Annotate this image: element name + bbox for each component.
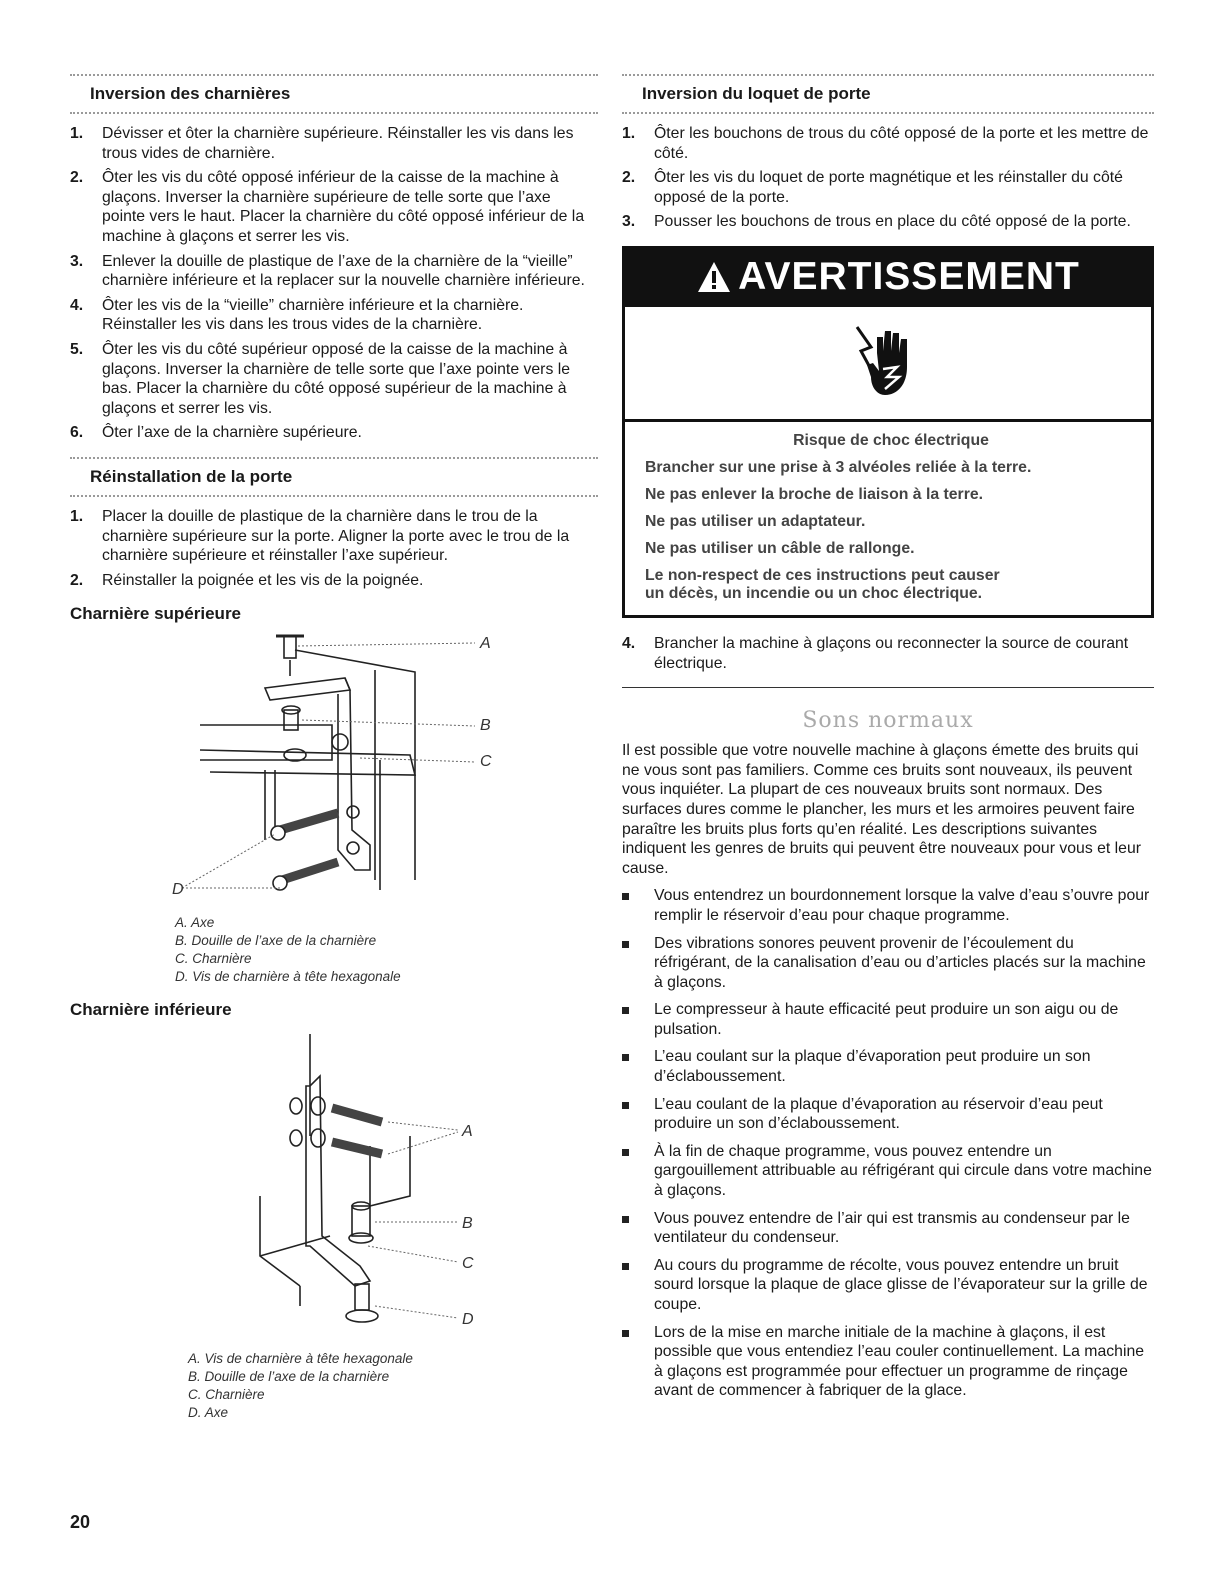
top-hinge-heading: Charnière supérieure	[70, 604, 242, 624]
warning-triangle-icon	[696, 260, 732, 294]
warning-header	[625, 249, 1151, 307]
electric-shock-hazard-icon	[853, 323, 923, 403]
list-item-text: Le compresseur à haute efficacité peut produire un son aigu ou de pulsation.	[654, 1001, 1119, 1038]
divider	[622, 687, 1154, 688]
step-number: 1.	[70, 125, 84, 142]
step-text: Ôter l’axe de la charnière supérieure.	[102, 424, 362, 442]
bullet-icon	[622, 886, 654, 925]
list-item	[622, 934, 1154, 993]
list-item-text: Lors de la mise en marche initiale de la machine à glaçons, il est possible que vous entendiez l’eau couler continuellement. La machine à glaçons est programmée pour effectuer un programme de rinçage avant de commencer à fabriquer de la glace.	[654, 1323, 1145, 1400]
step-text: Ôter les vis du loquet de porte magnétique et les réinstaller du côté opposé de la porte.	[654, 169, 1123, 206]
step-number: 6.	[70, 424, 84, 442]
warning-line: Le non-respect de ces instructions peut causer	[645, 566, 1000, 584]
list-item-text: L’eau coulant sur la plaque d’évaporation peut produire un son d’éclaboussement.	[654, 1048, 1091, 1086]
door-latch-steps	[622, 124, 1154, 232]
warning-line: Ne pas utiliser un câble de rallonge.	[645, 539, 915, 557]
bullet-icon	[622, 1095, 654, 1134]
warning-line: un décès, un incendie ou un choc électrique.	[645, 584, 983, 602]
step-number: 4.	[70, 296, 84, 314]
list-item	[622, 1323, 1154, 1401]
caption-line: A. Axe	[175, 915, 215, 931]
top-hinge-illustration	[70, 630, 598, 910]
step-item	[622, 212, 1154, 232]
step-text: Placer la douille de plastique de la charnière dans le trou de la charnière supérieure sur la porte. Aligner la porte avec le trou de la charnière supérieure et réinstaller l’axe supérieur.	[102, 507, 570, 565]
step-text: Dévisser et ôter la charnière supérieure. Réinstaller les vis dans les trous vides de charnière.	[102, 125, 574, 162]
bottom-label-b: B	[462, 1215, 473, 1233]
step-item	[70, 124, 598, 163]
caption-line: D. Axe	[188, 1405, 229, 1421]
caption-line: B. Douille de l’axe de la charnière	[188, 1369, 390, 1385]
bullet-icon	[622, 1142, 654, 1201]
caption-line: A. Vis de charnière à tête hexagonale	[188, 1351, 413, 1367]
page-number: 20	[70, 1512, 91, 1532]
bullet-icon	[622, 1047, 654, 1086]
warning-line: Ne pas utiliser un adaptateur.	[645, 512, 866, 530]
warning-line: Brancher sur une prise à 3 alvéoles reliée à la terre.	[645, 458, 1032, 476]
reconnect-step	[622, 634, 1154, 673]
step-item	[70, 423, 598, 443]
step-text: Ôter les vis du côté supérieur opposé de la caisse de la machine à glaçons. Inverser la charnière de telle sorte que l’axe pointe vers le bas. Placer la charnière du côté opposé supérieur de la machine à glaçons et serrer les vis.	[102, 340, 571, 417]
bullet-icon	[622, 1256, 654, 1315]
list-item-text: Au cours du programme de récolte, vous pouvez entendre un bruit sourd lorsque la plaque de glace glisse de l’évaporateur sur la grille de coupe.	[654, 1256, 1148, 1313]
normal-sounds-title: Sons normaux	[802, 708, 974, 734]
step-number: 1.	[622, 125, 636, 142]
caption-line: D. Vis de charnière à tête hexagonale	[175, 969, 401, 985]
list-item	[622, 1256, 1154, 1315]
right-column	[622, 74, 1154, 1409]
step-text: Ôter les vis du côté opposé inférieur de la caisse de la machine à glaçons. Inverser la charnière supérieure de telle sorte que l’axe pointe vers le haut. Placer la charnière du côté opposé inférieur de la machine à glaçons et serrer les vis.	[102, 169, 585, 245]
list-item	[622, 1142, 1154, 1201]
bullet-icon	[622, 1000, 654, 1039]
step-item	[70, 296, 598, 335]
bottom-label-a: A	[462, 1123, 473, 1141]
warning-line-hazard: Risque de choc électrique	[793, 431, 989, 449]
top-label-a: A	[480, 635, 491, 653]
step-number: 2.	[622, 169, 636, 187]
list-item-text: À la fin de chaque programme, vous pouvez entendre un gargouillement attribuable au réfrigérant qui circule dans votre machine à glaçons.	[654, 1142, 1152, 1200]
bullet-icon	[622, 1323, 654, 1401]
list-item-text: L’eau coulant de la plaque d’évaporation au réservoir d’eau peut produire un son d’éclaboussement.	[654, 1095, 1103, 1133]
caption-line: C. Charnière	[188, 1387, 265, 1403]
bottom-hinge-heading: Charnière inférieure	[70, 1000, 232, 1020]
step-text: Enlever la douille de plastique de l’axe de la charnière de la “vieille” charnière inférieure et la replacer sur la nouvelle charnière inférieure.	[102, 252, 585, 290]
list-item	[622, 1000, 1154, 1039]
door-reinstall-steps	[70, 507, 598, 590]
list-item	[622, 1047, 1154, 1086]
step-item	[622, 168, 1154, 207]
step-number: 1.	[70, 507, 84, 525]
warning-title: AVERTISSEMENT	[738, 254, 1080, 298]
list-item-text: Vous entendrez un bourdonnement lorsque la valve d’eau s’ouvre pour remplir le réservoir d’eau pour chaque programme.	[654, 887, 1150, 924]
step-number: 5.	[70, 340, 84, 358]
step-item	[622, 124, 1154, 163]
step-item	[70, 252, 598, 291]
list-item	[622, 886, 1154, 925]
step-text: Brancher la machine à glaçons ou reconnecter la source de courant électrique.	[654, 634, 1129, 672]
bottom-label-d: D	[462, 1311, 474, 1329]
section-title-door-latch: Inversion du loquet de porte	[622, 74, 1154, 114]
step-number: 4.	[622, 634, 636, 652]
warning-box	[622, 246, 1154, 618]
list-item-text: Des vibrations sonores peuvent provenir de l’écoulement du réfrigérant, de la canalisation d’eau ou d’articles placés sur la machine à glaçons.	[654, 934, 1146, 991]
section-title-door-reinstall: Réinstallation de la porte	[70, 457, 598, 497]
step-text: Ôter les bouchons de trous du côté opposé de la porte et les mettre de côté.	[654, 125, 1149, 162]
step-item	[70, 168, 598, 246]
top-label-c: C	[480, 753, 492, 771]
bottom-hinge-illustration	[70, 1026, 598, 1346]
warning-icon-area	[625, 307, 1151, 422]
bottom-hinge-figure	[70, 1026, 598, 1422]
step-item	[70, 507, 598, 566]
step-number: 3.	[622, 213, 636, 231]
step-item	[70, 340, 598, 418]
step-text: Ôter les vis de la “vieille” charnière inférieure et la charnière. Réinstaller les vis dans les trous vides de la charnière.	[102, 296, 524, 334]
list-item	[622, 1209, 1154, 1248]
step-item	[70, 571, 598, 591]
warning-body	[625, 422, 1151, 615]
step-text: Pousser les bouchons de trous en place du côté opposé de la porte.	[654, 213, 1131, 231]
list-item-text: Vous pouvez entendre de l’air qui est transmis au condenseur par le ventilateur du condenseur.	[654, 1209, 1130, 1247]
normal-sounds-intro: Il est possible que votre nouvelle machine à glaçons émette des bruits qui ne vous sont pas familiers. Comme ces bruits sont nouveaux, ils peuvent vous inquiéter. La plupart de ces nouveaux bruits sont normaux. Des surfaces dures comme le plancher, les murs et les armoires peuvent faire paraître les bruits plus forts qu’en réalité. Les descriptions suivantes indiquent les genres de bruits qui peuvent être nouveaux pour vous et leur cause.	[622, 742, 1142, 877]
bullet-icon	[622, 934, 654, 993]
bottom-label-c: C	[462, 1255, 474, 1273]
left-column	[70, 74, 598, 1422]
step-number: 3.	[70, 252, 84, 270]
step-number: 2.	[70, 169, 84, 187]
hinge-reversal-steps	[70, 124, 598, 443]
step-number: 2.	[70, 571, 84, 589]
bottom-hinge-captions	[70, 1350, 598, 1422]
top-label-b: B	[480, 717, 491, 735]
top-hinge-captions	[70, 914, 598, 986]
normal-sounds-list	[622, 886, 1154, 1401]
bullet-icon	[622, 1209, 654, 1248]
top-hinge-figure	[70, 630, 598, 986]
caption-line: C. Charnière	[175, 951, 252, 967]
step-item	[622, 634, 1154, 673]
section-title-hinge-reversal: Inversion des charnières	[70, 74, 598, 114]
warning-line: Ne pas enlever la broche de liaison à la terre.	[645, 485, 984, 503]
list-item	[622, 1095, 1154, 1134]
top-label-d: D	[172, 881, 184, 899]
caption-line: B. Douille de l’axe de la charnière	[175, 933, 377, 949]
step-text: Réinstaller la poignée et les vis de la poignée.	[102, 571, 424, 589]
